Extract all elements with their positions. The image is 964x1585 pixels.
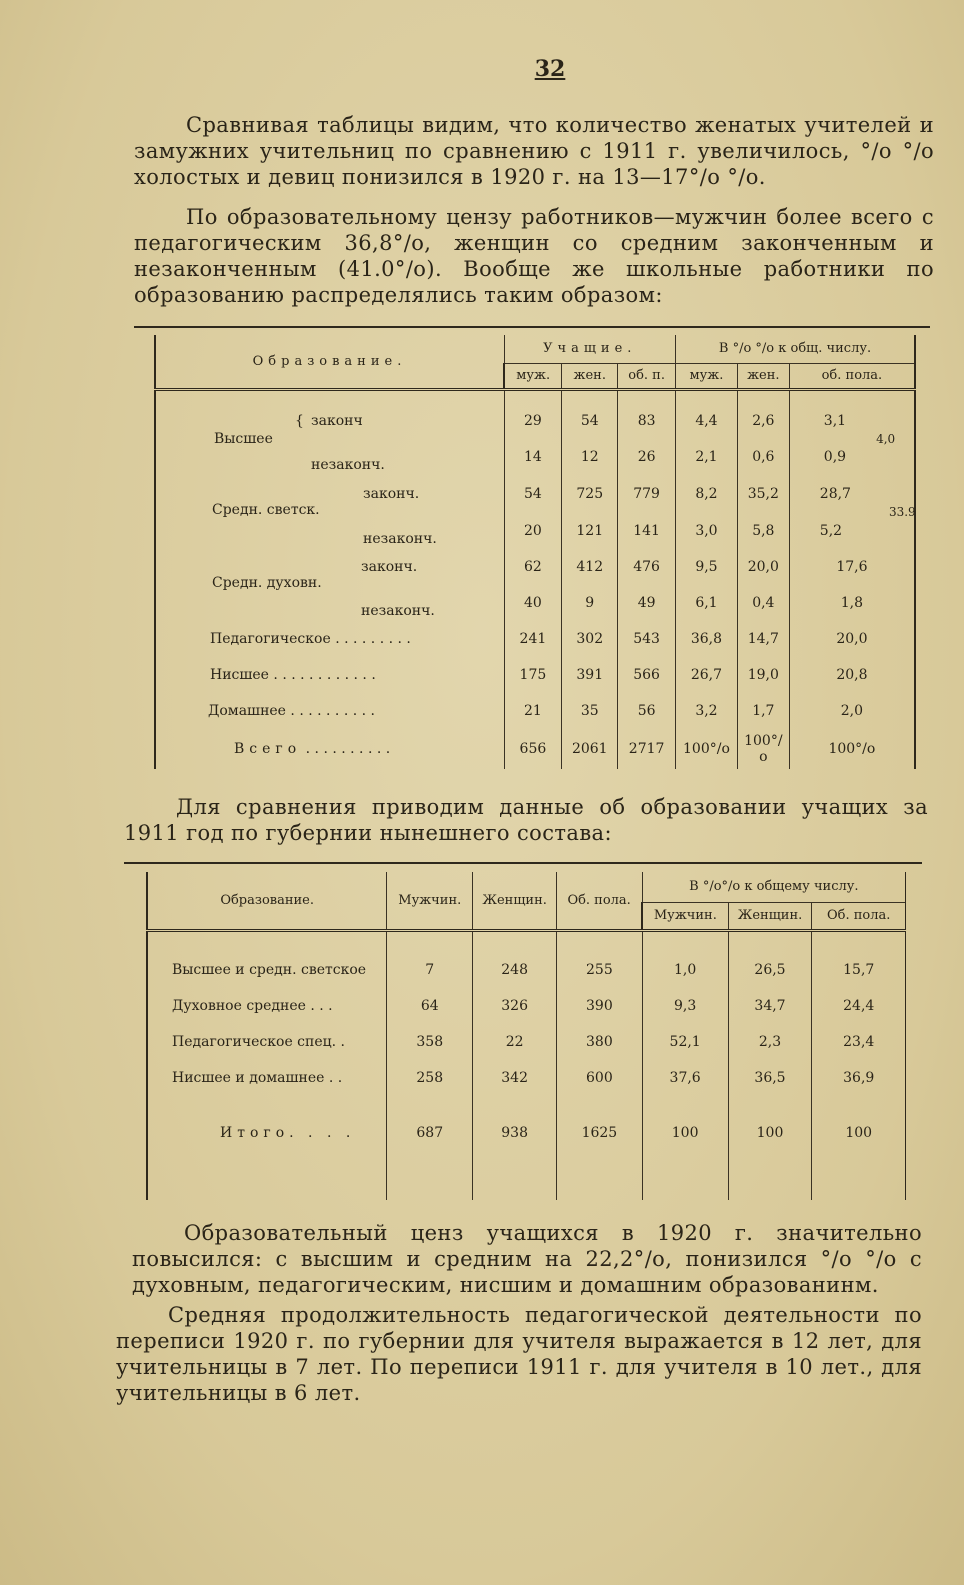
cell: 302 xyxy=(562,621,618,657)
cell: 476 xyxy=(618,549,676,585)
table2-sub-pf: Женщин. xyxy=(728,902,812,930)
cell: 141 xyxy=(618,513,676,549)
cell: 100°/о xyxy=(789,729,915,769)
cell: 35 xyxy=(562,693,618,729)
page-number: 32 xyxy=(534,56,566,82)
cell: 258 xyxy=(387,1060,473,1096)
cell: 24,4 xyxy=(812,988,906,1024)
cell: 566 xyxy=(618,657,676,693)
table2-sub-pb: Об. пола. xyxy=(812,902,906,930)
row-label-text: Всего xyxy=(234,741,302,757)
cell: 175 xyxy=(504,657,562,693)
table-row xyxy=(155,475,915,513)
table-row xyxy=(147,1060,906,1096)
row-label: Нисшее и домашнее . . xyxy=(147,1060,387,1096)
cell-value: 3,1 xyxy=(823,413,847,429)
row-label xyxy=(155,403,504,447)
table2-head-percent: В °/о°/о к общему числу. xyxy=(642,872,905,902)
cell: 8,2 xyxy=(676,475,738,513)
cell: 2,3 xyxy=(728,1024,812,1060)
table2-head-b: Об. пола. xyxy=(557,872,643,930)
cell: 100 xyxy=(812,1116,906,1150)
cell: 19,0 xyxy=(737,657,789,693)
table-row xyxy=(155,693,915,729)
row-label: Всего . . . . . . . . . . xyxy=(155,729,504,769)
cell: 342 xyxy=(473,1060,557,1096)
cell: 779 xyxy=(618,475,676,513)
cell: 64 xyxy=(387,988,473,1024)
cell-value: 0,9 xyxy=(823,449,847,465)
table-row xyxy=(155,549,915,585)
table1-sub-pb: об. пола. xyxy=(789,363,915,389)
cell-value: 5,2 xyxy=(819,523,843,539)
cell: 1625 xyxy=(557,1116,643,1150)
cell: 1,8 xyxy=(789,585,915,621)
cell: 3,0 xyxy=(676,513,738,549)
paragraph-3-text: Для сравнения приводим данные об образовании учащих за 1911 год по губернии нынешнего состава: xyxy=(124,795,928,845)
row-sublabel: незаконч. xyxy=(311,457,385,473)
cell: 100°/о xyxy=(676,729,738,769)
table2-top-rule xyxy=(124,862,922,864)
cell: 380 xyxy=(557,1024,643,1060)
cell: 412 xyxy=(562,549,618,585)
cell: 20 xyxy=(504,513,562,549)
paragraph-4 xyxy=(132,1220,922,1298)
table-row xyxy=(155,621,915,657)
cell: 52,1 xyxy=(642,1024,728,1060)
row-label: Педагогическое спец. . xyxy=(147,1024,387,1060)
cell: 20,0 xyxy=(789,621,915,657)
cell: 2717 xyxy=(618,729,676,769)
cell: 0,6 xyxy=(737,439,789,475)
cell: 40 xyxy=(504,585,562,621)
cell: 326 xyxy=(473,988,557,1024)
table1-sub-pm: муж. xyxy=(676,363,738,389)
row-label xyxy=(155,475,504,518)
cell-value: 28,7 xyxy=(819,486,851,502)
table-row xyxy=(147,952,906,988)
row-label xyxy=(155,549,504,591)
cell: 656 xyxy=(504,729,562,769)
table2-sub-pm: Мужчин. xyxy=(642,902,728,930)
table-row xyxy=(147,1024,906,1060)
cell: 100 xyxy=(728,1116,812,1150)
row-label: Высшее и средн. светское xyxy=(147,952,387,988)
group-label-higher: Высшее xyxy=(214,431,273,447)
table1-sub-f: жен. xyxy=(562,363,618,389)
row-label: Домашнее . . . . . . . . . . xyxy=(155,693,504,729)
paragraph-1 xyxy=(134,112,934,190)
paragraph-5 xyxy=(116,1302,922,1406)
paragraph-1-text: Сравнивая таблицы видим, что количество женатых учителей и замужних учительниц по сравнению с 1911 г. увеличилось, °/о °/о холостых и девиц понизился в 1920 г. на 13—17°/о °/о. xyxy=(134,113,934,189)
row-label xyxy=(155,439,504,475)
cell: 390 xyxy=(557,988,643,1024)
cell: 20,0 xyxy=(737,549,789,585)
table1-head-percent: В °/о °/о к общ. числу. xyxy=(676,335,915,363)
cell: 21 xyxy=(504,693,562,729)
cell: 56 xyxy=(618,693,676,729)
table1-top-rule xyxy=(134,326,930,328)
cell: 543 xyxy=(618,621,676,657)
education-table-1911 xyxy=(146,872,906,1200)
cell: 9,5 xyxy=(676,549,738,585)
cell: 20,8 xyxy=(789,657,915,693)
row-sublabel: законч xyxy=(311,413,363,429)
cell: 54 xyxy=(504,475,562,513)
cell: 0,4 xyxy=(737,585,789,621)
cell: 26 xyxy=(618,439,676,475)
table2-head-f: Женщин. xyxy=(473,872,557,930)
cell: 15,7 xyxy=(812,952,906,988)
cell: 9,3 xyxy=(642,988,728,1024)
cell: 83 xyxy=(618,403,676,439)
cell: 26,7 xyxy=(676,657,738,693)
cell xyxy=(789,475,916,519)
cell: 26,5 xyxy=(728,952,812,988)
cell: 100°/о xyxy=(737,729,789,769)
cell: 2,6 xyxy=(737,403,789,439)
table1-head-education: Образование. xyxy=(155,335,504,389)
cell: 6,1 xyxy=(676,585,738,621)
row-label: Духовное среднее . . . xyxy=(147,988,387,1024)
paragraph-4-text: Образовательный ценз учащихся в 1920 г. значительно повысился: с высшим и средним на 22,2°/о, понизился °/о °/о с духовным, педагогическим, нисшим и домашним образованинм. xyxy=(132,1221,922,1297)
paragraph-2 xyxy=(134,204,934,308)
row-label xyxy=(155,513,504,549)
cell: 49 xyxy=(618,585,676,621)
cell: 36,5 xyxy=(728,1060,812,1096)
cell: 5,8 xyxy=(737,513,789,549)
table1-sub-m: муж. xyxy=(504,363,562,389)
cell: 2,1 xyxy=(676,439,738,475)
table1-head-students: Учащие. xyxy=(504,335,676,363)
table-row xyxy=(155,513,915,549)
cell: 37,6 xyxy=(642,1060,728,1096)
cell: 2,0 xyxy=(789,693,915,729)
group-label-sec-secular: Средн. светск. xyxy=(212,502,320,518)
row-label-text: Педагогическое xyxy=(210,631,331,647)
table1-sub-b: об. п. xyxy=(618,363,676,389)
group-total-higher: 4,0 xyxy=(876,432,896,446)
cell xyxy=(789,403,915,446)
cell: 62 xyxy=(504,549,562,585)
cell: 54 xyxy=(562,403,618,439)
cell: 725 xyxy=(562,475,618,513)
cell: 391 xyxy=(562,657,618,693)
cell: 248 xyxy=(473,952,557,988)
table2-head-education: Образование. xyxy=(147,872,387,930)
cell: 12 xyxy=(562,439,618,475)
cell: 2061 xyxy=(562,729,618,769)
cell: 35,2 xyxy=(737,475,789,513)
table-row-total xyxy=(147,1116,906,1150)
table-row xyxy=(147,988,906,1024)
cell: 100 xyxy=(642,1116,728,1150)
cell: 600 xyxy=(557,1060,643,1096)
cell: 22 xyxy=(473,1024,557,1060)
table-row-total xyxy=(155,729,915,769)
education-table-1920 xyxy=(154,335,916,769)
table-row xyxy=(155,657,915,693)
cell: 23,4 xyxy=(812,1024,906,1060)
row-label-text: Нисшее xyxy=(210,667,269,683)
cell: 14 xyxy=(504,439,562,475)
cell: 36,9 xyxy=(812,1060,906,1096)
row-label: Педагогическое . . . . . . . . . xyxy=(155,621,504,657)
cell: 358 xyxy=(387,1024,473,1060)
row-sublabel: незаконч. xyxy=(361,603,435,619)
cell: 255 xyxy=(557,952,643,988)
row-sublabel: законч. xyxy=(361,559,418,575)
table-row xyxy=(155,403,915,439)
group-total-sec-secular: 33.9 xyxy=(888,505,916,519)
cell: 687 xyxy=(387,1116,473,1150)
cell: 29 xyxy=(504,403,562,439)
cell: 241 xyxy=(504,621,562,657)
cell: 938 xyxy=(473,1116,557,1150)
paragraph-2-text: По образовательному цензу работников—мужчин более всего с педагогическим 36,8°/о, женщин со средним законченным и незаконченным (41.0°/о). Вообще же школьные работники по образованию распределялись таким образом: xyxy=(134,205,934,307)
row-label: Нисшее . . . . . . . . . . . . xyxy=(155,657,504,693)
cell: 1,7 xyxy=(737,693,789,729)
cell: 36,8 xyxy=(676,621,738,657)
row-label-text: Домашнее xyxy=(208,703,286,719)
cell xyxy=(789,439,915,475)
row-sublabel: законч. xyxy=(363,486,420,502)
row-label: Итого. . . . xyxy=(147,1116,387,1150)
cell: 1,0 xyxy=(642,952,728,988)
cell: 9 xyxy=(562,585,618,621)
cell: 14,7 xyxy=(737,621,789,657)
brace-icon: { xyxy=(295,413,304,429)
cell: 17,6 xyxy=(789,549,915,585)
row-label xyxy=(155,585,504,621)
table1-sub-pf: жен. xyxy=(737,363,789,389)
group-label-sec-clerical: Средн. духовн. xyxy=(212,575,322,591)
table2-head-m: Мужчин. xyxy=(387,872,473,930)
cell: 4,4 xyxy=(676,403,738,439)
row-sublabel: незаконч. xyxy=(363,531,437,547)
paragraph-5-text: Средняя продолжительность педагогической деятельности по переписи 1920 г. по губернии для учителя выражается в 12 лет, для учительницы в 7 лет. По переписи 1911 г. для учителя в 10 лет., для учительницы в 6 лет. xyxy=(116,1303,922,1405)
paragraph-3 xyxy=(124,794,928,846)
cell: 34,7 xyxy=(728,988,812,1024)
cell: 121 xyxy=(562,513,618,549)
cell: 3,2 xyxy=(676,693,738,729)
cell: 7 xyxy=(387,952,473,988)
